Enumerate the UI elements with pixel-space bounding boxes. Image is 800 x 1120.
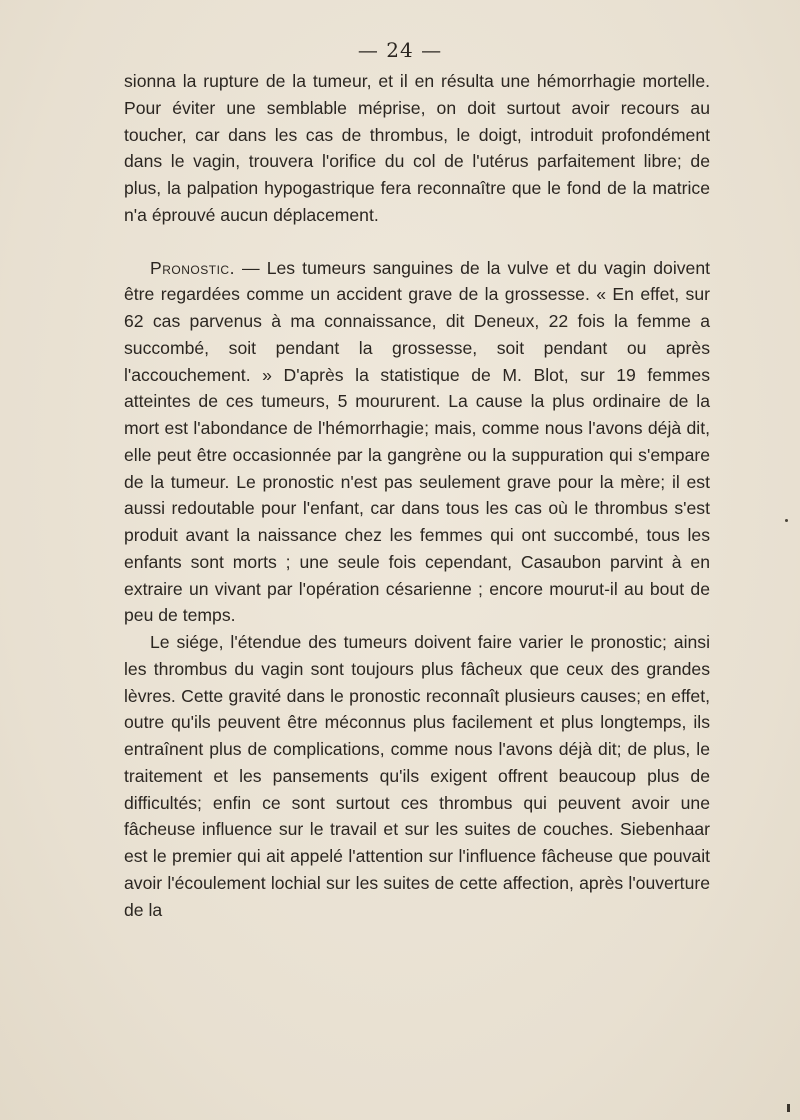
paper-mark (787, 1104, 790, 1112)
paragraph-continuation: sionna la rupture de la tumeur, et il en résulta une hémorrhagie mortelle. Pour éviter une semblable méprise, on doit surtout avoir recours au toucher, car dans les cas de thrombus, le doigt, introduit profondément dans le vagin, trouvera l'orifice du col de l'utérus parfaitement libre; de plus, la palpation hypogastrique fera reconnaître que le fond de la matrice n'a éprouvé aucun déplacement. (124, 71, 710, 225)
paragraph-prognosis-text: — Les tumeurs sanguines de la vulve et du vagin doivent être regardées comme un accident grave de la grossesse. « En effet, sur 62 cas parvenus à ma connaissance, dit Deneux, 22 fois la femme a succombé, soit pendant la grossesse, soit pendant ou après l'accouchement. » D'après la statistique de M. Blot, sur 19 femmes atteintes de ces tumeurs, 5 moururent. La cause la plus ordinaire de la mort est l'abondance de l'hémorrhagie; mais, comme nous l'avons déjà dit, elle peut être occasionnée par la gangrène ou la suppuration qui s'empare de la tumeur. Le pronostic n'est pas seulement grave pour la mère; il est aussi redoutable pour l'enfant, car dans tous les cas où le thrombus s'est produit avant la naissance chez les femmes qui ont succombé, tous les enfants sont morts ; une seule fois cependant, Casaubon parvint à en extraire un vivant par l'opération césarienne ; encore mourut-il au bout de peu de temps. (124, 257, 710, 626)
section-heading-prognosis: Pronostic. (150, 257, 235, 278)
paper-speck (785, 519, 788, 522)
page-number: — 24 — (357, 38, 443, 62)
paragraph-prognosis (124, 255, 710, 630)
body-text (124, 68, 710, 923)
paragraph-siege: Le siége, l'étendue des tumeurs doivent faire varier le pronostic; ainsi les thrombus du vagin sont toujours plus fâcheux que ceux des grandes lèvres. Cette gravité dans le pronostic reconnaît plusieurs causes; en effet, outre qu'ils peuvent être méconnus plus facilement et plus longtemps, ils entraînent plus de complications, comme nous l'avons déjà dit; de plus, le traitement et les pansements qu'ils exigent offrent beaucoup plus de difficultés; enfin ce sont surtout ces thrombus qui peuvent avoir une fâcheuse influence sur le travail et sur les suites de couches. Siebenhaar est le premier qui ait appelé l'attention sur l'influence fâcheuse que pouvait avoir l'écoulement lochial sur les suites de cette affection, après l'ouverture de la (124, 632, 710, 920)
